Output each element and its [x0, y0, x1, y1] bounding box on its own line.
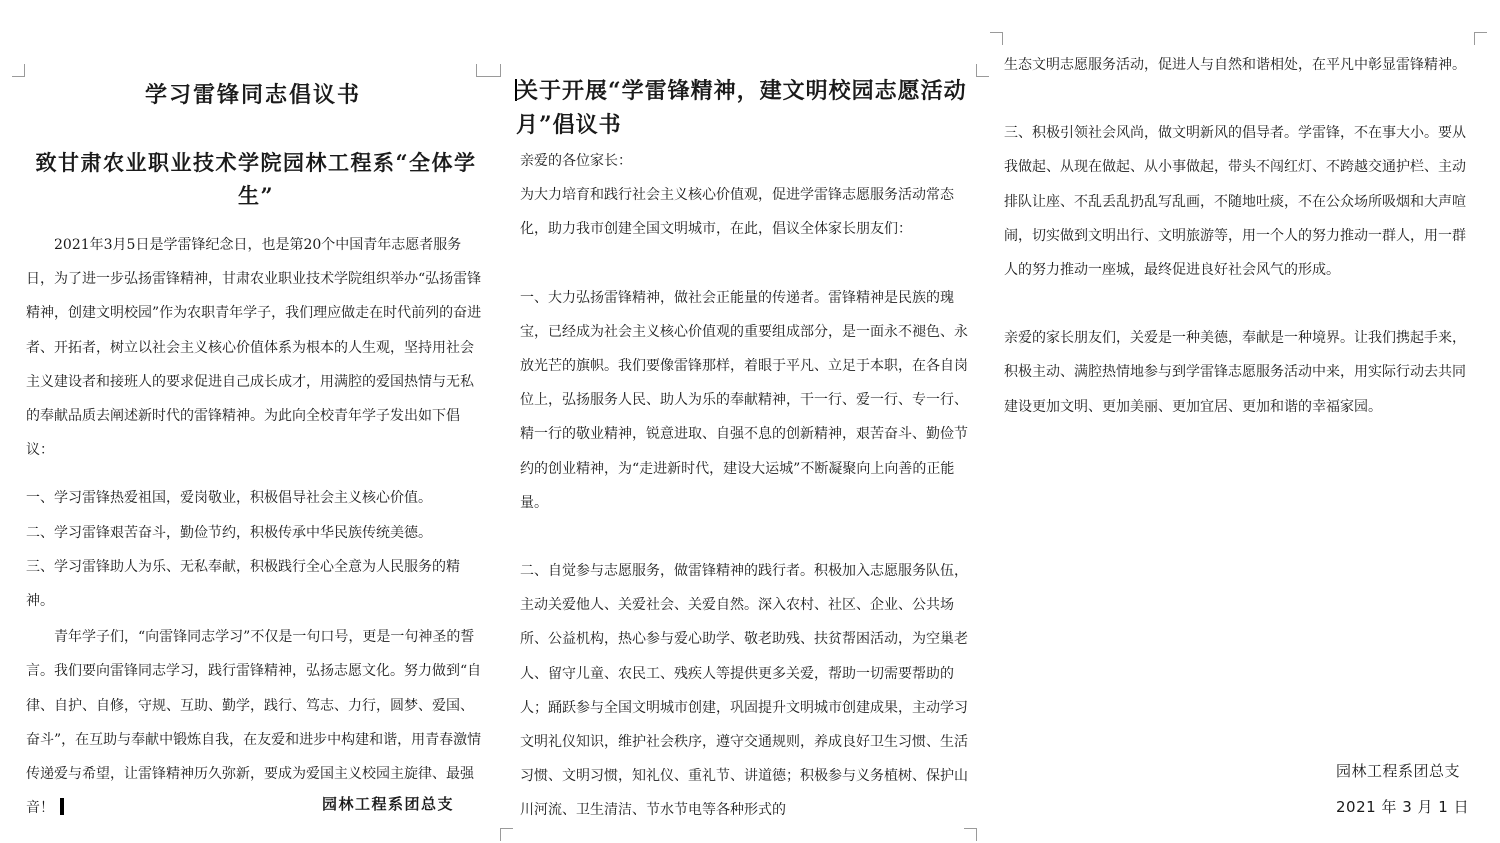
paragraph-spacer — [1004, 287, 1474, 321]
greeting: 亲爱的各位家长： — [520, 153, 632, 169]
intro-paragraph: 2021年3月5日是学雷锋纪念日，也是第20个中国青年志愿者服务日，为了进一步弘扬雷锋精神，甘肃农业职业技术学院组织举办“弘扬雷锋精神，创建文明校园”作为农职青年学子，我们理应做走在时代前列的奋进者、开拓者，树立以社会主义核心价值体系为根本的人生观，坚持用社会主义建设者和接班人的要求促进自己成长成才，用满腔的爱国热情与无私的奉献品质去阐述新时代的雷锋精神。为此向全校青年学子发出如下倡议： — [26, 237, 482, 459]
proposal-item-1: 一、学习雷锋热爱祖国，爱岗敬业，积极倡导社会主义核心价值。 — [26, 490, 432, 507]
signature-organization: 园林工程系团总支 — [1336, 762, 1461, 780]
crop-mark-bottom-left — [500, 828, 513, 841]
document-body[interactable] — [520, 144, 972, 828]
signature: 园林工程系团总支 — [322, 795, 455, 813]
signature-date: 2021 年 3 月 1 日 — [1336, 798, 1470, 816]
intro-paragraph: 为大力培育和践行社会主义核心价值观，促进学雷锋志愿服务活动常态化，助力我市创建全国文明城市，在此，倡议全体家长朋友们： — [520, 187, 954, 238]
point-1-paragraph: 一、大力弘扬雷锋精神，做社会正能量的传递者。雷锋精神是民族的瑰宝，已经成为社会主义核心价值观的重要组成部分，是一面永不褪色、永放光芒的旗帜。我们要像雷锋那样，着眼于平凡、立足于本职，在各自岗位上，弘扬服务人民、助人为乐的奉献精神，干一行、爱一行、专一行、精一行的敬业精神，锐意进取、自强不息的创新精神，艰苦奋斗、勤俭节约的创业精神，为“走进新时代，建设大运城”不断凝聚向上向善的正能量。 — [520, 289, 968, 511]
crop-mark-top-left — [12, 64, 25, 77]
paragraph-spacer — [520, 520, 972, 554]
crop-mark-top-left — [488, 64, 501, 77]
paragraph-spacer — [520, 247, 972, 281]
crop-mark-bottom-right — [964, 828, 977, 841]
crop-mark-top-left — [990, 32, 1003, 45]
crop-mark-top-right — [1474, 32, 1487, 45]
crop-mark-top-right — [976, 64, 989, 77]
page-title: 关于开展“学雷锋精神，建文明校园志愿活动月”倡议书 — [516, 78, 967, 138]
document-body[interactable] — [26, 214, 486, 839]
point-2-paragraph: 二、自觉参与志愿服务，做雷锋精神的践行者。积极加入志愿服务队伍，主动关爱他人、关爱社会、关爱自然。深入农村、社区、企业、公共场所、公益机构，热心参与爱心助学、敬老助残、扶贫帮困活动，为空巢老人、留守儿童、农民工、残疾人等提供更多关爱，帮助一切需要帮助的人；踊跃参与全国文明城市创建，巩固提升文明城市创建成果，主动学习文明礼仪知识，维护社会秩序，遵守交通规则，养成良好卫生习惯、生活习惯、文明习惯，知礼仪、重礼节、讲道德；积极参与义务植树、保护山川河流、卫生清洁、节水节电等各种形式的 — [520, 563, 968, 819]
point-2-continued: 生态文明志愿服务活动，促进人与自然和谐相处，在平凡中彰显雷锋精神。 — [1004, 57, 1466, 73]
page-title: 学习雷锋同志倡议书 — [145, 82, 362, 108]
page-subtitle: 致甘肃农业职业技术学院园林工程系“全体学生” — [35, 150, 477, 208]
paragraph-spacer — [1004, 82, 1474, 116]
closing-text: 青年学子们，“向雷锋同志学习”不仅是一句口号，更是一句神圣的誓言。我们要向雷锋同志学习，践行雷锋精神，弘扬志愿文化。努力做到“自律、自护、自修，守规、互助、勤学，践行、笃志、力行，圆梦、爱国、奋斗”，在互助与奉献中锻炼自我，在友爱和进步中构建和谐，用青春激情传递爱与希望，让雷锋精神历久弥新，要成为爱国主义校园主旋律、最强音！ — [26, 629, 482, 817]
proposal-item-2: 二、学习雷锋艰苦奋斗，勤俭节约，积极传承中华民族传统美德。 — [26, 524, 432, 541]
document-body[interactable] — [1004, 48, 1474, 424]
point-3-paragraph: 三、积极引领社会风尚，做文明新风的倡导者。学雷锋，不在事大小。要从我做起、从现在做起、从小事做起，带头不闯红灯、不跨越交通护栏、主动排队让座、不乱丢乱扔乱写乱画，不随地吐痰，不在公众场所吸烟和大声喧闹，切实做到文明出行、文明旅游等，用一个人的努力推动一群人，用一群人的努力推动一座城，最终促进良好社会风气的形成。 — [1004, 125, 1466, 279]
closing-paragraph: 亲爱的家长朋友们，关爱是一种美德，奉献是一种境界。让我们携起手来，积极主动、满腔热情地参与到学雷锋志愿服务活动中来，用实际行动去共同建设更加文明、更加美丽、更加宜居、更加和谐的幸福家园。 — [1004, 330, 1466, 415]
text-cursor — [60, 798, 64, 815]
proposal-item-3: 三、学习雷锋助人为乐、无私奉献，积极践行全心全意为人民服务的精神。 — [26, 558, 460, 610]
